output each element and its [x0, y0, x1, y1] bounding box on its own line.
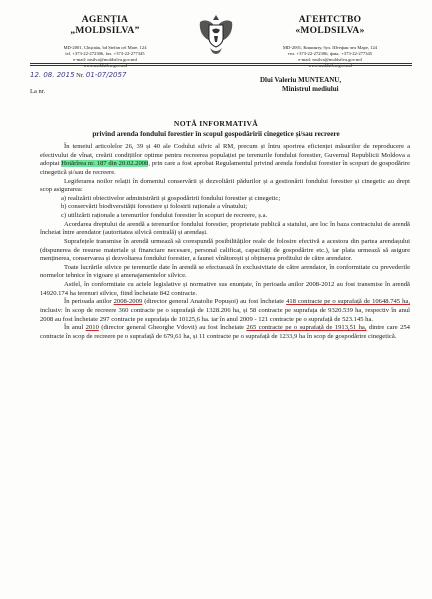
- address-line: e-mail: msilva@moldsilva.gov.md: [298, 57, 362, 62]
- text-run: inclusiv: în scop de recreere 360 contracte pe o suprafață de 1328.206 ha, și 58 contracte pe suprafața de 9320.539 ha, respectiv în anul 2008 au fost încheiate 297 contracte pe suprafața de 10125,6 ha. iar în anul 2009 - 121 contracte pe o suprafață de 523.145 ha.: [40, 306, 410, 323]
- address-line: e-mail: msilva@moldsilva.gov.md: [73, 57, 137, 62]
- recipient-block: [260, 76, 341, 94]
- address-line: tel. +373-22-272306, fax. +373-22-277345: [65, 51, 145, 56]
- nr-label: Nr.: [76, 72, 85, 79]
- text-run: (director general Gheorghe Vdovii) au fost încheiate: [98, 324, 247, 332]
- text-run: În temeiul articolelor 26, 39 și 40 ale Codului silvic al RM, precum și întru sporirea eficienței măsurilor de reproducere a efectivului de vînat, creării condițiilor optime pentru recreerea populației pe terenurile fondului forestier, Guvernul Republicii Moldova a adoptat: [40, 143, 410, 168]
- list-item: a) realizării obiectivelor administrării și gospodăririi fondului forestier și cinegetic;: [61, 194, 281, 202]
- header-left-ro: [30, 15, 180, 69]
- list-item: c) utilizării raționale a terenurilor fondului forestier în scopuri de recreere, ș.a.: [61, 212, 268, 219]
- list-item: b) conservării biodiversității forestiere și folosirii raționale a vînatului;: [61, 203, 248, 211]
- underlined-year: 2010: [85, 324, 99, 332]
- handwritten-number: 01-07/2057: [85, 71, 127, 79]
- document-body: [40, 143, 410, 341]
- underlined-contracts: 418 contracte pe o suprafață de 10648.745 ha,: [286, 298, 410, 306]
- header-right-ru: [250, 15, 410, 69]
- address-line: MD-2001, Chișinău, bd Ștefan cel Mare, 124: [63, 45, 147, 50]
- agency-name-ro-line2: „MOLDSILVA”: [70, 26, 140, 36]
- text-run: În anul: [64, 324, 86, 332]
- text-run: (director general Anatolie Popușoi) au fost încheiate: [142, 298, 287, 306]
- paragraph: Acordarea dreptului de arendă a terenurilor fondului forestier, proprietate publică a statului, are loc în baza contractului de arendă încheiat între arendator (autoritatea silvică centrală) și arendași.: [40, 220, 410, 237]
- registration-line: [30, 71, 126, 79]
- header-divider-thin: [30, 65, 412, 66]
- paragraph: Suprafețele transmise în arendă urmează să corespundă posibilităților reale de folosire efectivă a acestora din partea arendașului (dispunerea de resurse materiale și financiare necesare, personal calificat, capacități de gospodărire etc.), iar plata urmează să asigure menținerea, conservarea și dezvoltarea fondului forestier, a faunei vînătorești și obținerea profitului de către arendator.: [40, 237, 410, 263]
- paragraph: [40, 298, 410, 324]
- document-title: NOTĂ INFORMATIVĂ: [173, 119, 259, 128]
- text-run: , prin care a fost aprobat Regulamentul privind arenda fondului forestier în scopuri de gospodărire cinegetică și/sau de recreere.: [40, 160, 410, 176]
- handwritten-date: 12. 08. 2015: [30, 71, 75, 79]
- highlighted-decree: Hotărîrea nr. 187 din 20.02.2008: [61, 160, 149, 168]
- agency-name-ru-line2: «MOLDSILVA»: [295, 26, 365, 36]
- document-subtitle: privind arenda fondului forestier în scopul gospodăririi cinegetice și/sau recreere: [92, 130, 340, 138]
- header-divider: [30, 63, 412, 64]
- recipient-title: Ministrul mediului: [282, 85, 339, 93]
- paragraph: Toate lucrările silvice pe terenurile date în arendă se efectuează în exclusivitate de către arendator, în conformitate cu prevederile normelor tehnice în vigoare și amenajamentelor silvice.: [40, 263, 410, 280]
- address-line: www.moldsilva.gov.md: [308, 63, 352, 68]
- paragraph: Legiferarea noilor relații în domeniul conservării și dezvoltării pădurilor și a gestionării fondului forestier și cinegetic au drept scop asigurarea:: [40, 177, 410, 194]
- agency-name-ru-line1: АГЕНТСТВО: [298, 15, 362, 25]
- text-run: dintre care 254 contracte în scop de recreere pe o suprafață de 679,61 ha, și 11 contracte pe o suprafață de 1233,9 ha în scop de gospodărire cinegetică.: [40, 324, 410, 340]
- moldova-coat-of-arms-icon: [196, 12, 236, 58]
- address-line: www.moldsilva.gov.md: [83, 63, 127, 68]
- text-run: În perioada anilor: [64, 298, 114, 306]
- paragraph: Astfel, în conformitate cu actele legislative și normative sus enunțate, în perioada anilor 2008-2012 au fost transmise în arendă 14920.174 ha terenuri silvice, fiind încheiate 842 contracte.: [40, 281, 410, 297]
- paragraph: [40, 143, 410, 178]
- agency-name-ro-line1: AGENȚIA: [81, 15, 129, 25]
- underlined-contracts: 265 contracte pe o suprafață de 1913,51 ha,: [246, 324, 367, 332]
- recipient-name: Dlui Valeriu MUNTEANU,: [260, 76, 342, 84]
- paragraph: [40, 324, 410, 341]
- address-line: MD-2001, Кишинэу, бул. Штефан чел Маре, 124: [282, 45, 378, 50]
- underlined-period: 2008-2009: [113, 298, 143, 306]
- address-line: тел. +373-22-272306, факс. +373-22-277345: [287, 51, 373, 56]
- la-nr-label: La nr.: [30, 88, 46, 95]
